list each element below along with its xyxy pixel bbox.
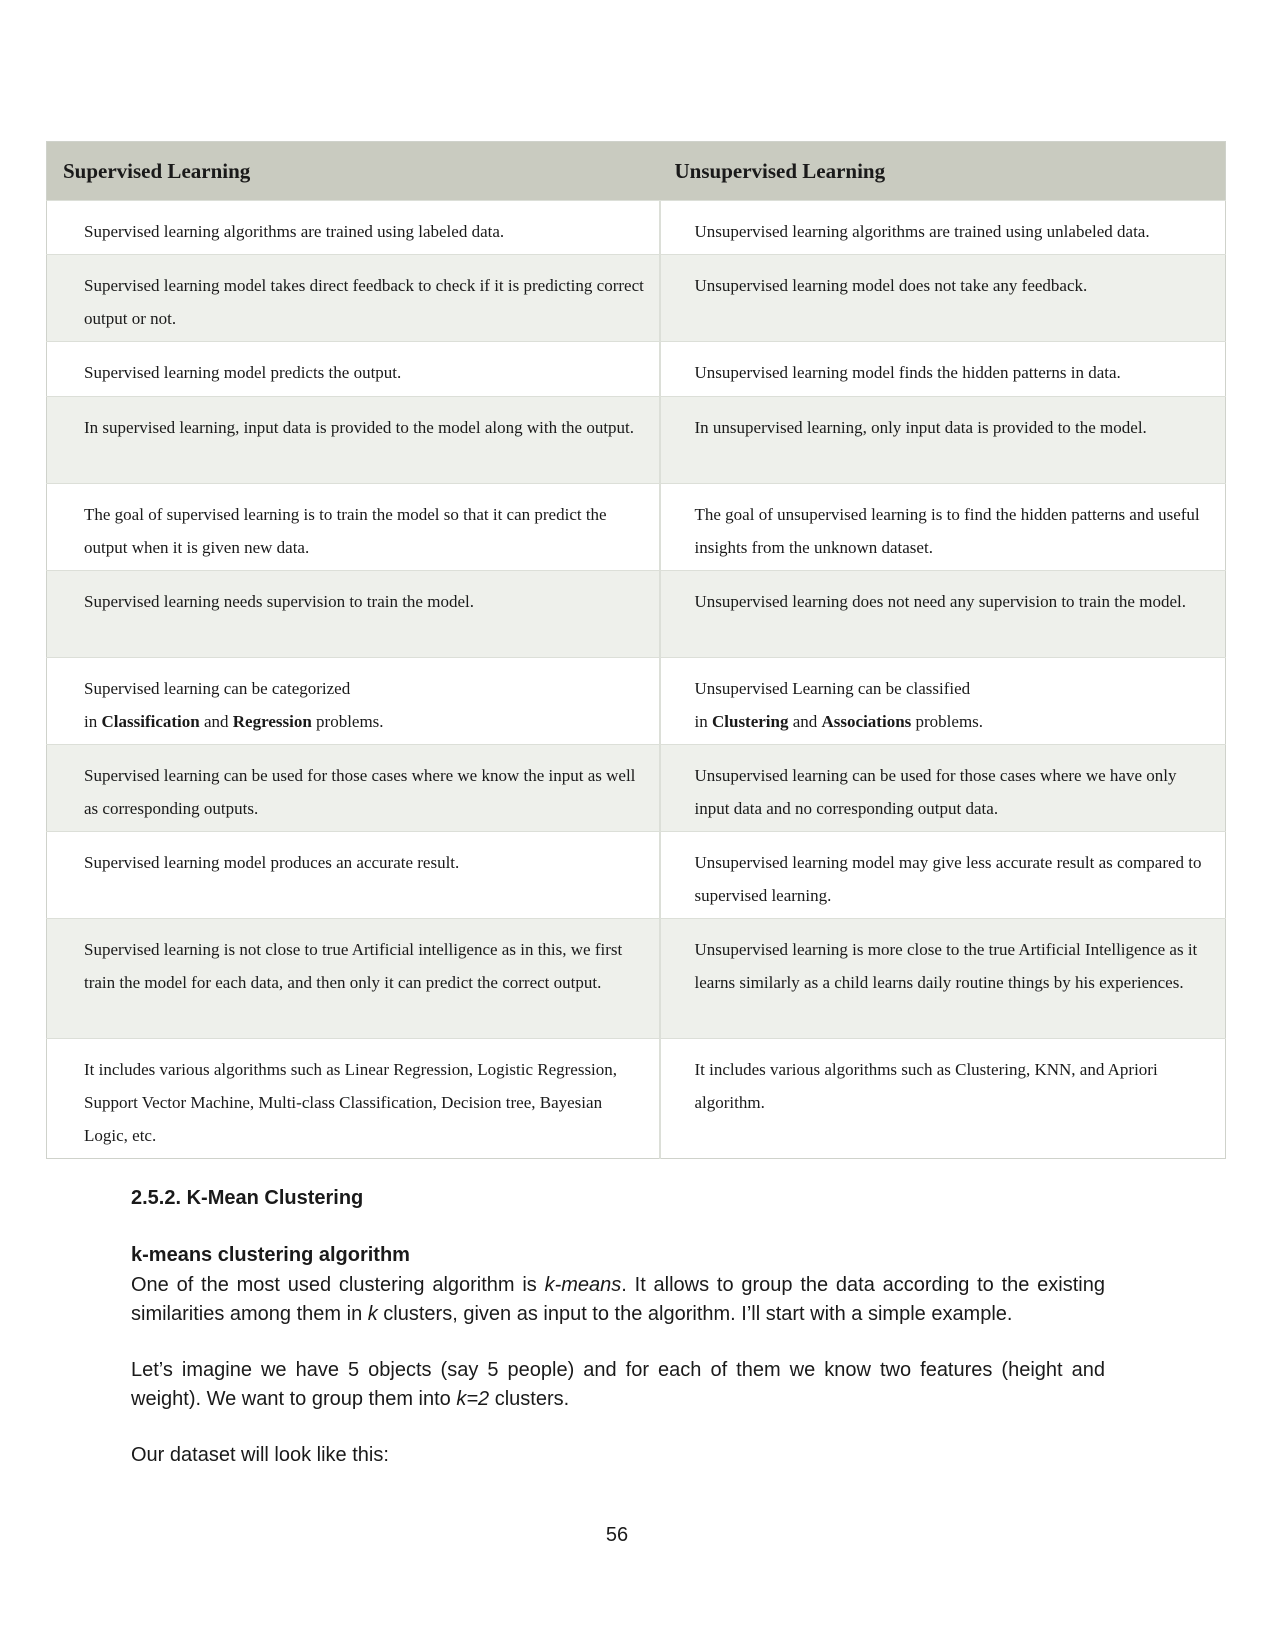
unsupervised-cell xyxy=(660,658,1226,745)
paragraph-dataset: Our dataset will look like this: xyxy=(131,1444,389,1466)
unsupervised-cell: Unsupervised learning algorithms are trained using unlabeled data. xyxy=(660,201,1226,255)
comparison-table xyxy=(46,141,1226,1159)
table-row xyxy=(47,201,1226,255)
term-associations: Associations xyxy=(821,712,912,731)
unsupervised-cell: In unsupervised learning, only input data is provided to the model. xyxy=(660,397,1226,484)
supervised-cell: Supervised learning model predicts the output. xyxy=(47,342,660,397)
cell-text: problems. xyxy=(311,712,384,731)
term-clustering: Clustering xyxy=(711,712,789,731)
table-row xyxy=(47,1039,1226,1159)
supervised-cell: Supervised learning model takes direct feedback to check if it is predicting correct output or not. xyxy=(47,255,660,342)
unsupervised-cell: Unsupervised learning model does not take any feedback. xyxy=(660,255,1226,342)
table-row xyxy=(47,832,1226,919)
paragraph-example xyxy=(131,1356,1105,1413)
unsupervised-cell: Unsupervised learning model may give less accurate result as compared to supervised learning. xyxy=(660,832,1226,919)
table-row xyxy=(47,745,1226,832)
cell-text: in xyxy=(694,712,712,731)
supervised-cell: Supervised learning model produces an accurate result. xyxy=(47,832,660,919)
unsupervised-cell: Unsupervised learning model finds the hidden patterns in data. xyxy=(660,342,1226,397)
unsupervised-cell: Unsupervised learning can be used for those cases where we have only input data and no corresponding output data. xyxy=(660,745,1226,832)
table-header-row xyxy=(47,142,1226,201)
table-row xyxy=(47,255,1226,342)
supervised-cell: Supervised learning algorithms are trained using labeled data. xyxy=(47,201,660,255)
unsupervised-cell: Unsupervised learning is more close to the true Artificial Intelligence as it learns similarly as a child learns daily routine things by his experiences. xyxy=(660,919,1226,1039)
supervised-cell: Supervised learning is not close to true Artificial intelligence as in this, we first train the model for each data, and then only it can predict the correct output. xyxy=(47,919,660,1039)
table-row xyxy=(47,342,1226,397)
supervised-cell: Supervised learning can be used for those cases where we know the input as well as corresponding outputs. xyxy=(47,745,660,832)
table-row xyxy=(47,658,1226,745)
supervised-cell: It includes various algorithms such as Linear Regression, Logistic Regression, Support Vector Machine, Multi-class Classification, Decision tree, Bayesian Logic, etc. xyxy=(47,1039,660,1159)
cell-line: Supervised learning can be categorized xyxy=(84,679,351,698)
para-text: clusters, given as input to the algorithm. I’ll start with a simple example. xyxy=(377,1302,1013,1325)
term-regression: Regression xyxy=(232,712,312,731)
supervised-cell: The goal of supervised learning is to train the model so that it can predict the output when it is given new data. xyxy=(47,484,660,571)
header-unsupervised: Unsupervised Learning xyxy=(660,142,1226,201)
cell-text: and xyxy=(199,712,233,731)
unsupervised-cell: Unsupervised learning does not need any supervision to train the model. xyxy=(660,571,1226,658)
header-supervised: Supervised Learning xyxy=(47,142,660,201)
cell-text: problems. xyxy=(911,712,984,731)
section-subtitle: k-means clustering algorithm xyxy=(131,1244,410,1266)
term-k: k xyxy=(367,1302,378,1325)
term-k-means: k-means xyxy=(544,1274,622,1296)
term-k-equals-2: k=2 xyxy=(456,1387,490,1410)
table-row xyxy=(47,571,1226,658)
paragraph-intro xyxy=(131,1271,1105,1328)
para-text: clusters. xyxy=(489,1387,570,1410)
section-title: 2.5.2. K-Mean Clustering xyxy=(131,1187,364,1209)
unsupervised-cell: It includes various algorithms such as Clustering, KNN, and Apriori algorithm. xyxy=(660,1039,1226,1159)
supervised-cell: Supervised learning needs supervision to train the model. xyxy=(47,571,660,658)
table-row xyxy=(47,397,1226,484)
cell-text: in xyxy=(84,712,102,731)
supervised-cell: In supervised learning, input data is provided to the model along with the output. xyxy=(47,397,660,484)
table-row xyxy=(47,919,1226,1039)
para-text: One of the most used clustering algorithm is xyxy=(131,1274,545,1296)
para-text: . It allows to group the data according to the existing similarities among them in xyxy=(131,1274,1105,1325)
page-number: 56 xyxy=(605,1524,629,1546)
supervised-cell xyxy=(47,658,660,745)
cell-line: Unsupervised Learning can be classified xyxy=(694,679,971,698)
cell-text: and xyxy=(788,712,822,731)
table-row xyxy=(47,484,1226,571)
term-classification: Classification xyxy=(101,712,200,731)
unsupervised-cell: The goal of unsupervised learning is to find the hidden patterns and useful insights from the unknown dataset. xyxy=(660,484,1226,571)
para-text: Let’s imagine we have 5 objects (say 5 people) and for each of them we know two features (height and weight). We want to group them into xyxy=(131,1359,1105,1410)
